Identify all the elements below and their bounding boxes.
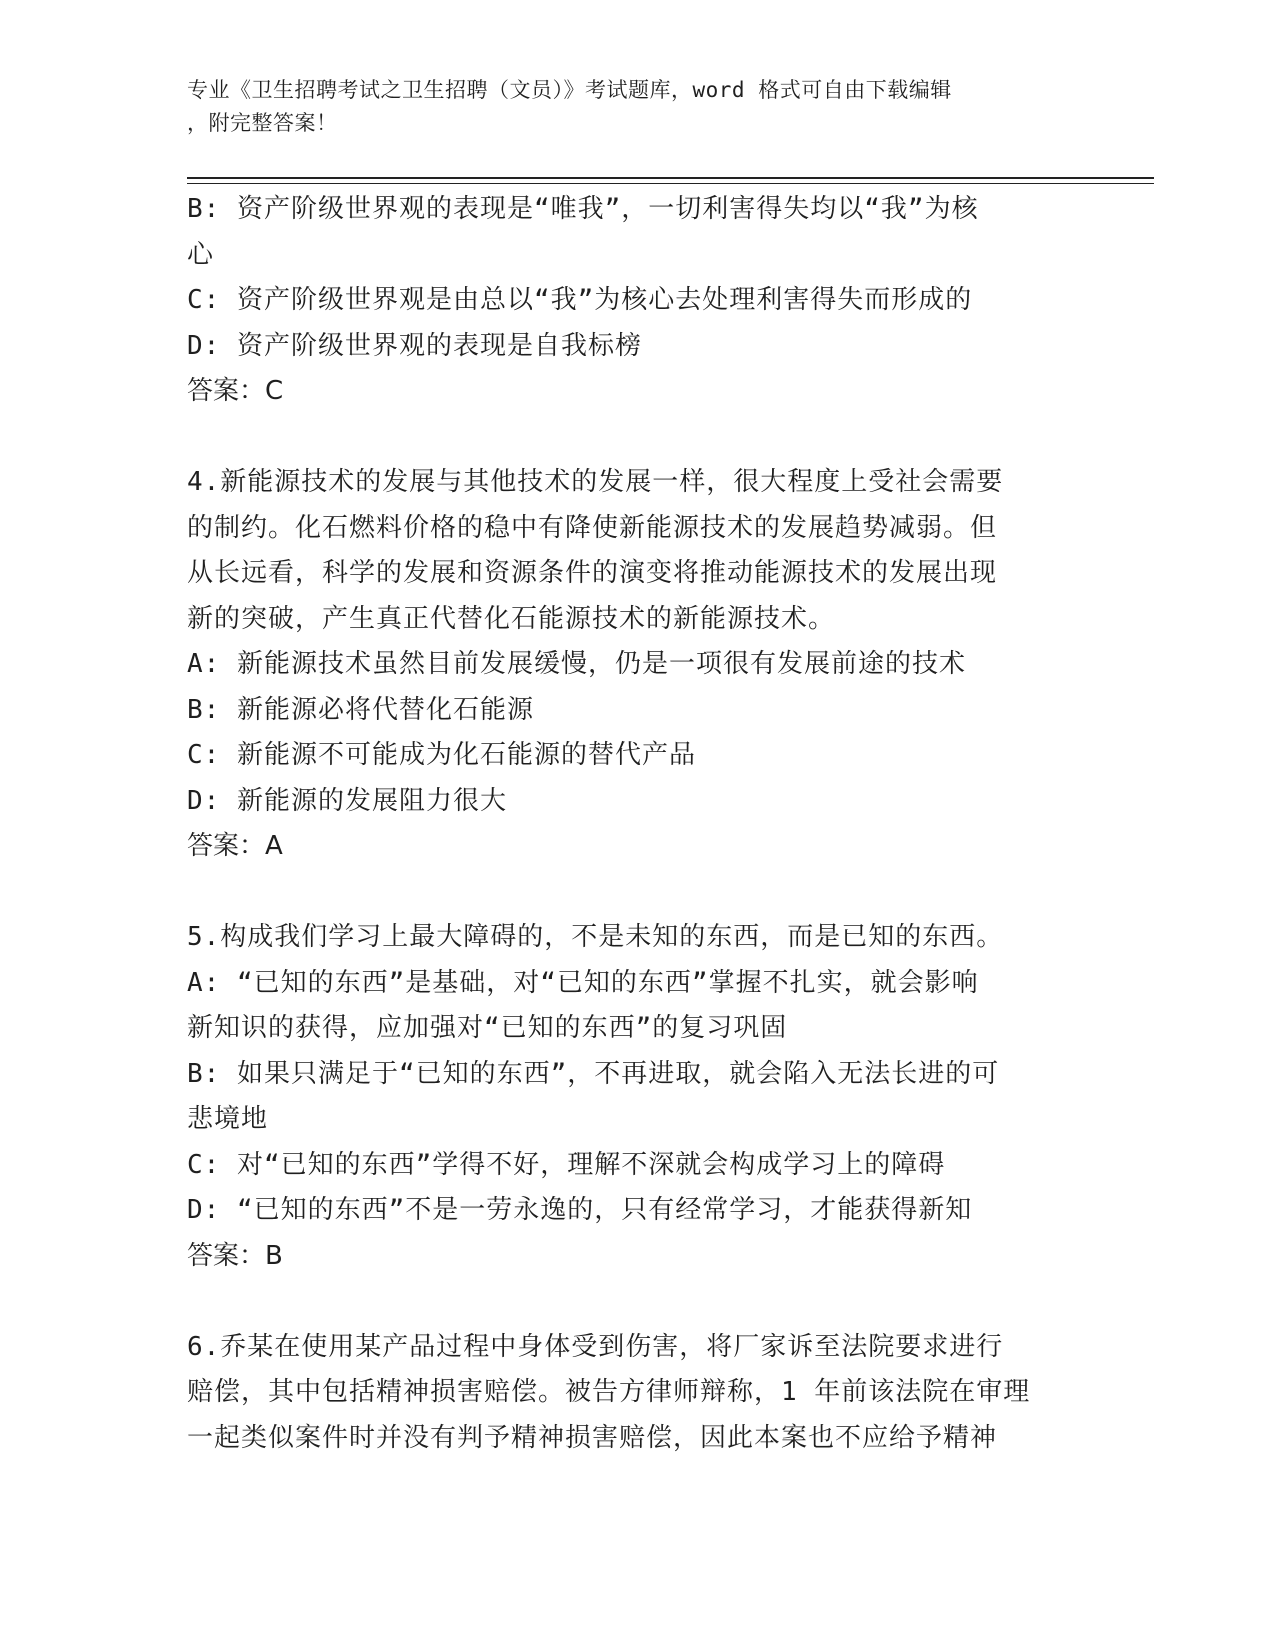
spacer — [187, 870, 1067, 916]
option-d: D: 资产阶级世界观的表现是自我标榜 — [187, 330, 642, 361]
question-stem-line: 从长远看，科学的发展和资源条件的演变将推动能源技术的发展出现 — [187, 558, 998, 588]
question-5 — [187, 915, 1067, 1279]
question-6 — [187, 1325, 1067, 1462]
question-stem-line: 赔偿，其中包括精神损害赔偿。被告方律师辩称，1 年前该法院在审理 — [187, 1377, 1031, 1407]
question-stem-line: 新的突破，产生真正代替化石能源技术的新能源技术。 — [187, 603, 836, 634]
question-3-tail — [187, 187, 1067, 415]
option-b-line: 悲境地 — [187, 1104, 269, 1134]
document-header — [187, 74, 1067, 140]
question-stem-line: 4.新能源技术的发展与其他技术的发展一样，很大程度上受社会需要 — [187, 467, 1004, 497]
option-c: C: 对“已知的东西”学得不好，理解不深就会构成学习上的障碍 — [187, 1149, 946, 1180]
question-stem-line: 一起类似案件时并没有判予精神损害赔偿，因此本案也不应给予精神 — [187, 1422, 998, 1453]
option-b-line: 心 — [187, 239, 215, 270]
option-c: C: 新能源不可能成为化石能源的替代产品 — [187, 740, 696, 770]
header-title-line-1: 专业《卫生招聘考试之卫生招聘（文员）》考试题库，word 格式可自由下载编辑 — [187, 78, 952, 102]
header-rule-thin — [187, 183, 1154, 184]
question-stem-line: 5.构成我们学习上最大障碍的，不是未知的东西，而是已知的东西。 — [187, 922, 1004, 952]
option-c: C: 资产阶级世界观是由总以“我”为核心去处理利害得失而形成的 — [187, 285, 973, 315]
option-a: A: 新能源技术虽然目前发展缓慢，仍是一项很有发展前途的技术 — [187, 649, 966, 679]
option-b-line: B: 如果只满足于“已知的东西”，不再进取，就会陷入无法长进的可 — [187, 1058, 1000, 1089]
document-body — [187, 187, 1067, 1461]
question-4 — [187, 460, 1067, 870]
header-title-line-2: ，附完整答案！ — [187, 111, 338, 135]
option-b: B: 新能源必将代替化石能源 — [187, 694, 534, 725]
spacer — [187, 1279, 1067, 1325]
option-a-line: A: “已知的东西”是基础，对“已知的东西”掌握不扎实，就会影响 — [187, 967, 979, 998]
question-stem-line: 6.乔某在使用某产品过程中身体受到伤害，将厂家诉至法院要求进行 — [187, 1331, 1004, 1362]
answer-line: 答案：B — [187, 1240, 283, 1271]
option-d: D: 新能源的发展阻力很大 — [187, 785, 507, 816]
option-b-line: B: 资产阶级世界观的表现是“唯我”，一切利害得失均以“我”为核 — [187, 194, 979, 224]
spacer — [187, 415, 1067, 461]
question-stem-line: 的制约。化石燃料价格的稳中有降使新能源技术的发展趋势减弱。但 — [187, 512, 998, 543]
answer-line: 答案：C — [187, 376, 284, 406]
answer-line: 答案：A — [187, 831, 283, 861]
header-rule-thick — [187, 177, 1154, 179]
option-a-line: 新知识的获得，应加强对“已知的东西”的复习巩固 — [187, 1013, 788, 1043]
option-d: D: “已知的东西”不是一劳永逸的，只有经常学习，才能获得新知 — [187, 1195, 973, 1225]
